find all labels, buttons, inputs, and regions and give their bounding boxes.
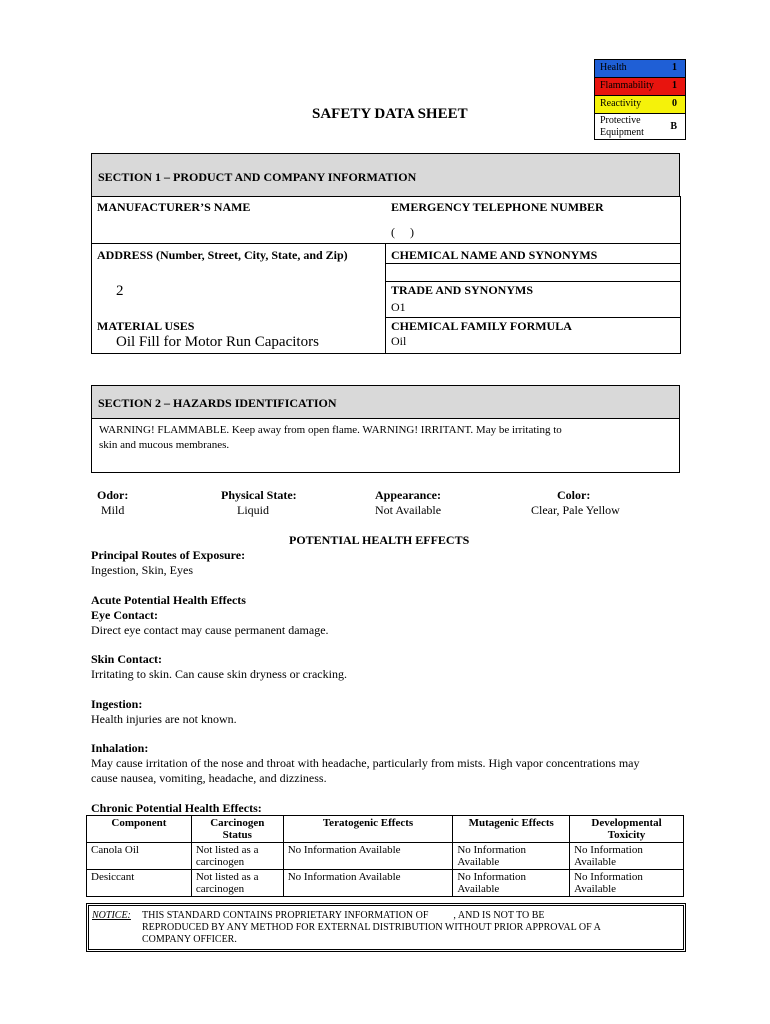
inhalation-line-2: cause nausea, vomiting, headache, and dizziness. — [91, 771, 327, 785]
warning-line-1: WARNING! FLAMMABLE. Keep away from open flame. WARNING! IRRITANT. May be irritating to — [99, 424, 562, 436]
notice-label: NOTICE: — [92, 910, 131, 921]
odor-label: Odor: — [97, 488, 129, 502]
routes-value: Ingestion, Skin, Eyes — [91, 563, 193, 577]
cell-developmental: No Information Available — [570, 843, 684, 870]
material-uses-label: MATERIAL USES — [97, 319, 195, 333]
section1-right-border — [680, 196, 681, 354]
col-developmental: Developmental Toxicity — [570, 816, 684, 843]
warning-box — [91, 418, 680, 473]
protective-line-1: Protective — [600, 115, 641, 126]
ingestion-label: Ingestion: — [91, 697, 143, 711]
section1-line-d — [385, 317, 681, 318]
hazard-protective-label — [600, 115, 644, 139]
table-row — [87, 843, 684, 870]
section1-line-a — [91, 243, 681, 244]
section1-line-c — [385, 281, 681, 282]
cell-component: Desiccant — [87, 870, 192, 897]
cell-mutagenic: No Information Available — [453, 870, 570, 897]
warning-line-2: skin and mucous membranes. — [99, 439, 230, 451]
chronic-effects-table — [86, 815, 684, 897]
cell-teratogenic: No Information Available — [283, 843, 453, 870]
hazard-reactivity-label: Reactivity — [600, 98, 642, 109]
address-value: 2 — [116, 283, 124, 299]
section1-mid-divider — [385, 243, 386, 354]
state-label: Physical State: — [221, 488, 297, 502]
section1-left-border — [91, 196, 92, 354]
family-value: Oil — [391, 334, 407, 348]
notice-box — [86, 903, 686, 952]
color-label: Color: — [557, 488, 591, 502]
chemical-name-label: CHEMICAL NAME AND SYNONYMS — [391, 248, 598, 262]
section1-line-b — [385, 263, 681, 264]
table-row — [87, 870, 684, 897]
hazard-flammability-value: 1 — [672, 80, 677, 91]
eye-label: Eye Contact: — [91, 608, 158, 622]
routes-label: Principal Routes of Exposure: — [91, 548, 246, 562]
cell-carcinogen: Not listed as a carcinogen — [191, 843, 283, 870]
color-value: Clear, Pale Yellow — [531, 503, 620, 517]
manufacturer-label: MANUFACTURER’S NAME — [97, 200, 251, 214]
col-carcinogen: Carcinogen Status — [191, 816, 283, 843]
state-value: Liquid — [237, 503, 269, 517]
hazard-protective-value: B — [670, 121, 677, 132]
section1-bottom-border — [91, 353, 681, 354]
skin-label: Skin Contact: — [91, 652, 163, 666]
cell-developmental: No Information Available — [570, 870, 684, 897]
hazard-reactivity-row — [594, 95, 686, 114]
trade-value: O1 — [391, 300, 406, 314]
chronic-label: Chronic Potential Health Effects: — [91, 801, 262, 815]
ingestion-value: Health injuries are not known. — [91, 712, 237, 726]
table-header-row — [87, 816, 684, 843]
appearance-value: Not Available — [375, 503, 442, 517]
address-label: ADDRESS (Number, Street, City, State, and Zip) — [97, 248, 348, 262]
document-title: SAFETY DATA SHEET — [312, 106, 468, 122]
section2-heading: SECTION 2 – HAZARDS IDENTIFICATION — [98, 396, 337, 410]
emergency-label: EMERGENCY TELEPHONE NUMBER — [391, 200, 604, 214]
col-component: Component — [87, 816, 192, 843]
skin-value: Irritating to skin. Can cause skin dryness or cracking. — [91, 667, 347, 681]
section1-heading: SECTION 1 – PRODUCT AND COMPANY INFORMATION — [98, 170, 417, 184]
eye-value: Direct eye contact may cause permanent damage. — [91, 623, 329, 637]
acute-label: Acute Potential Health Effects — [91, 593, 246, 607]
col-teratogenic: Teratogenic Effects — [283, 816, 453, 843]
notice-line-3: COMPANY OFFICER. — [142, 934, 237, 945]
hazard-health-row — [594, 59, 686, 78]
family-label: CHEMICAL FAMILY FORMULA — [391, 319, 572, 333]
inhalation-label: Inhalation: — [91, 741, 149, 755]
section1-header — [91, 153, 680, 197]
emergency-value: ( ) — [391, 225, 414, 239]
material-uses-value: Oil Fill for Motor Run Capacitors — [116, 334, 319, 350]
cell-mutagenic: No Information Available — [453, 843, 570, 870]
notice-line-1: THIS STANDARD CONTAINS PROPRIETARY INFORMATION OF , AND IS NOT TO BE — [142, 910, 545, 921]
hazard-health-label: Health — [600, 62, 627, 73]
appearance-label: Appearance: — [375, 488, 441, 502]
hazard-protective-row — [594, 113, 686, 140]
trade-label: TRADE AND SYNONYMS — [391, 283, 534, 297]
hazard-reactivity-value: 0 — [672, 98, 677, 109]
health-effects-heading: POTENTIAL HEALTH EFFECTS — [289, 533, 470, 547]
cell-teratogenic: No Information Available — [283, 870, 453, 897]
cell-component: Canola Oil — [87, 843, 192, 870]
section2-header — [91, 385, 680, 419]
notice-line-2: REPRODUCED BY ANY METHOD FOR EXTERNAL DISTRIBUTION WITHOUT PRIOR APPROVAL OF A — [142, 922, 601, 933]
hazard-flammability-row — [594, 77, 686, 96]
hazard-health-value: 1 — [672, 62, 677, 73]
inhalation-line-1: May cause irritation of the nose and throat with headache, particularly from mists. High vapor concentrations may — [91, 756, 640, 770]
odor-value: Mild — [101, 503, 125, 517]
protective-line-2: Equipment — [600, 127, 644, 138]
hazard-flammability-label: Flammability — [600, 80, 654, 91]
cell-carcinogen: Not listed as a carcinogen — [191, 870, 283, 897]
col-mutagenic: Mutagenic Effects — [453, 816, 570, 843]
